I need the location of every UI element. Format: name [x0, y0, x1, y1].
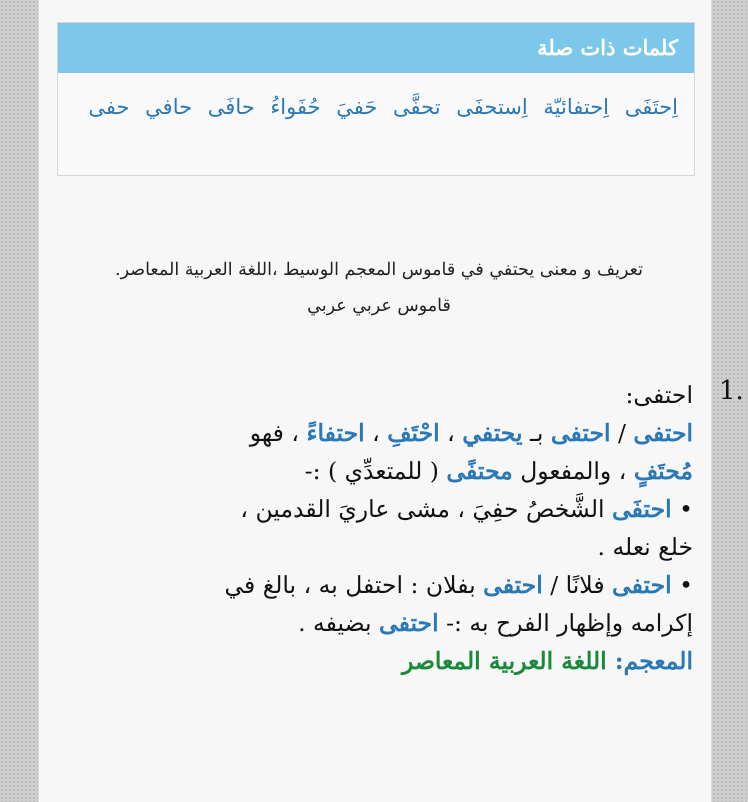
definition-intro — [69, 252, 689, 324]
related-word-link[interactable]: حَفيَ — [336, 95, 378, 119]
keyword: احتفى — [633, 419, 693, 447]
content-page — [38, 0, 744, 802]
definition-text: ( للمتعدِّي ) :- — [304, 457, 447, 485]
bullet: • — [671, 495, 693, 523]
related-word-link[interactable]: اِحتَفَى — [624, 95, 678, 119]
related-word-link[interactable]: حافي — [145, 95, 193, 119]
source-line — [61, 642, 693, 680]
definition-text: خلع نعله . — [597, 533, 693, 561]
related-word-link[interactable]: اِحتفائيّة — [543, 95, 610, 119]
intro-line: قاموس عربي عربي — [307, 296, 451, 316]
definition-text: ، — [364, 419, 388, 447]
related-words-list — [58, 73, 694, 127]
keyword: مُحتَفٍ — [633, 457, 693, 485]
related-word-link[interactable]: حُفَواءُ — [270, 95, 321, 119]
related-words-box — [57, 22, 695, 176]
related-words-header: كلمات ذات صلة — [58, 23, 694, 73]
definition-line — [61, 604, 693, 642]
definition-text: ، والمفعول — [512, 457, 634, 485]
keyword: احتفى — [550, 419, 611, 447]
definition-text: / — [610, 419, 634, 447]
keyword: احتفى — [612, 571, 672, 599]
keyword: احتفى — [378, 609, 439, 637]
definition-line — [61, 490, 693, 528]
entry-number: 1. — [719, 376, 744, 406]
keyword: احتفَى — [612, 495, 672, 523]
intro-line: تعريف و معنى يحتفي في قاموس المعجم الوسيط ،اللغة العربية المعاصر. — [115, 260, 643, 280]
keyword: احتفاءً — [306, 419, 365, 447]
keyword: محتفًى — [446, 457, 513, 485]
bullet: • — [671, 571, 693, 599]
definition-text: ، فهو — [249, 419, 307, 447]
related-word-link[interactable]: تحفَّى — [393, 95, 441, 119]
definition-text: إكرامه وإظهار الفرح به :- — [438, 609, 693, 637]
source-link[interactable]: اللغة العربية المعاصر — [402, 647, 615, 675]
definition-text: الشَّخصُ حفِيَ ، مشى عاريَ القدمين ، — [240, 495, 613, 523]
definition-line — [61, 452, 693, 490]
keyword: احْتَفِ — [387, 419, 440, 447]
related-word-link[interactable]: حافَى — [207, 95, 255, 119]
definition-text: بـ — [522, 419, 551, 447]
definition-text: بضيفه . — [298, 609, 379, 637]
related-word-link[interactable]: حفى — [88, 95, 130, 119]
source-label: المعجم: — [614, 647, 693, 675]
definition-line — [61, 566, 693, 604]
entry-headword: احتفى: — [625, 381, 693, 409]
keyword: احتفى — [483, 571, 543, 599]
definition-line — [61, 528, 693, 566]
keyword: يحتفي — [462, 419, 523, 447]
definition-text: ، — [439, 419, 463, 447]
definition-entry — [61, 376, 693, 680]
definition-line — [61, 414, 693, 452]
definition-text: فلانًا / — [542, 571, 613, 599]
definition-text: بفلان : احتفل به ، بالغ في — [224, 571, 484, 599]
related-word-link[interactable]: اِستحفَى — [456, 95, 528, 119]
